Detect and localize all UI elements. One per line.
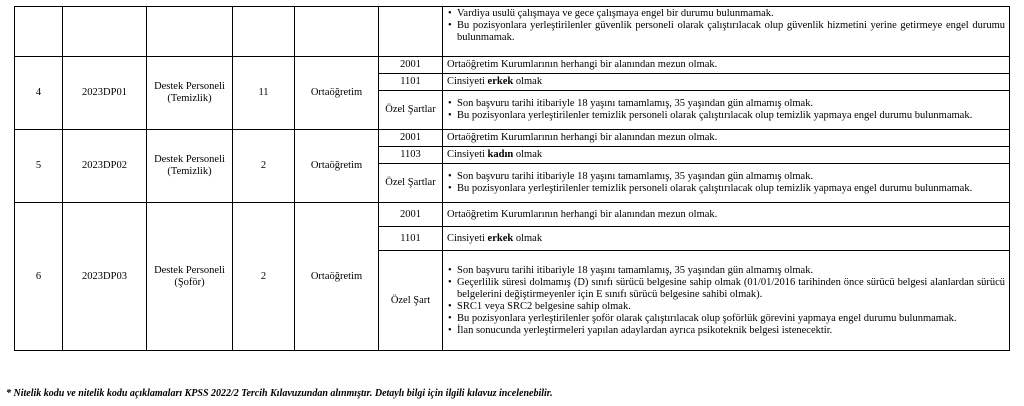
- bullet-icon: •: [448, 324, 452, 336]
- list-item: [447, 325, 1005, 337]
- list-item-text: Geçerlilik süresi dolmamış (D) sınıfı sürücü belgesine sahip olmak (01/01/2016 tarihinden önce sürücü belgesi alanlardan sürücü belgelerini değiştirmeyenler için E sınıfı sürücü belgesine sahibi olmak).: [457, 276, 1005, 300]
- row-number: 5: [15, 130, 63, 203]
- position-count: 11: [233, 57, 295, 130]
- special-conditions-label: Özel Şartlar: [379, 164, 443, 203]
- list-item: [447, 171, 1005, 183]
- table-row: [15, 130, 1010, 147]
- bullet-icon: •: [448, 98, 452, 109]
- list-item: [447, 8, 1005, 20]
- requirements-table-wrapper: [14, 6, 1010, 351]
- bullet-icon: •: [448, 171, 452, 182]
- special-conditions-label: Özel Şartlar: [379, 91, 443, 130]
- qualification-code: 2001: [379, 203, 443, 227]
- bullet-list: [447, 265, 1005, 337]
- position-title: Destek Personeli (Temizlik): [147, 57, 233, 130]
- bullet-icon: •: [448, 8, 452, 19]
- table-row: [15, 57, 1010, 74]
- education-level: Ortaöğretim: [295, 203, 379, 351]
- row-number: 6: [15, 203, 63, 351]
- bullet-list: [447, 98, 1005, 122]
- row-number: 4: [15, 57, 63, 130]
- list-item-text: Bu pozisyonlara yerleştirilenler temizlik personeli olarak çalıştırılacak olup temizlik yapmaya engel durumu bulunmamak.: [457, 110, 973, 121]
- bullet-icon: •: [448, 300, 452, 312]
- position-count: 2: [233, 130, 295, 203]
- list-item: [447, 183, 1005, 195]
- gender-requirement: Cinsiyeti kadın olmak: [443, 147, 1010, 164]
- list-item: [447, 301, 1005, 313]
- position-code: 2023DP03: [63, 203, 147, 351]
- position-title: Destek Personeli (Temizlik): [147, 130, 233, 203]
- gender-requirement: Cinsiyeti erkek olmak: [443, 74, 1010, 91]
- list-item-text: İlan sonucunda yerleştirmeleri yapılan adaylardan ayrıca psikoteknik belgesi istenecektir.: [457, 324, 833, 336]
- education-level: Ortaöğretim: [295, 130, 379, 203]
- table-row: [15, 203, 1010, 227]
- list-item-text: Son başvuru tarihi itibariyle 18 yaşını tamamlamış, 35 yaşından gün almamış olmak.: [457, 98, 814, 109]
- list-item-text: Bu pozisyonlara yerleştirilenler temizlik personeli olarak çalıştırılacak olup temizlik yapmaya engel durumu bulunmamak.: [457, 183, 973, 194]
- bullet-icon: •: [448, 110, 452, 121]
- qualification-code: 1101: [379, 74, 443, 91]
- list-item-text: Vardiya usulü çalışmaya ve gece çalışmaya engel bir durumu bulunmamak.: [457, 8, 774, 19]
- bullet-icon: •: [448, 264, 452, 276]
- list-item-text: Bu pozisyonlara yerleştirilenler güvenlik personeli olarak çalıştırılacak olup güvenlik hizmetini yerine getirmeye engel durumu bulunmamak.: [457, 20, 1005, 43]
- position-title: Destek Personeli (Şoför): [147, 203, 233, 351]
- list-item: [447, 265, 1005, 277]
- bullet-icon: •: [448, 312, 452, 324]
- qualification-code: 1101: [379, 227, 443, 251]
- list-item: [447, 277, 1005, 301]
- list-item-text: Bu pozisyonlara yerleştirilenler şoför olarak çalıştırılacak olup şoförlük görevini yapmaya engel durumu bulunmamak.: [457, 312, 957, 324]
- special-conditions-label: Özel Şart: [379, 251, 443, 351]
- bullet-list: [447, 8, 1005, 44]
- position-code: 2023DP02: [63, 130, 147, 203]
- qualification-code: 2001: [379, 130, 443, 147]
- list-item: [447, 98, 1005, 110]
- bullet-icon: •: [448, 276, 452, 288]
- footnote: * Nitelik kodu ve nitelik kodu açıklamaları KPSS 2022/2 Tercih Kılavuzundan alınmıştır. Detaylı bilgi için ilgili kılavuz incelenebilir.: [6, 388, 553, 399]
- qualification-text: Ortaöğretim Kurumlarının herhangi bir alanından mezun olmak.: [443, 57, 1010, 74]
- list-item: [447, 110, 1005, 122]
- bullet-list: [447, 171, 1005, 195]
- requirements-table: [14, 6, 1010, 351]
- special-conditions-cell: [443, 251, 1010, 351]
- qualification-text: Ortaöğretim Kurumlarının herhangi bir alanından mezun olmak.: [443, 130, 1010, 147]
- bullet-icon: •: [448, 20, 452, 31]
- list-item-text: Son başvuru tarihi itibariyle 18 yaşını tamamlamış, 35 yaşından gün almamış olmak.: [457, 264, 814, 276]
- special-conditions-cell: [443, 7, 1010, 57]
- position-count: 2: [233, 203, 295, 351]
- special-conditions-cell: [443, 91, 1010, 130]
- special-conditions-cell: [443, 164, 1010, 203]
- education-level: Ortaöğretim: [295, 57, 379, 130]
- list-item-text: SRC1 veya SRC2 belgesine sahip olmak.: [457, 300, 631, 312]
- list-item-text: Son başvuru tarihi itibariyle 18 yaşını tamamlamış, 35 yaşından gün almamış olmak.: [457, 171, 814, 182]
- list-item: [447, 313, 1005, 325]
- table-row: [15, 7, 1010, 57]
- qualification-code: 1103: [379, 147, 443, 164]
- position-code: 2023DP01: [63, 57, 147, 130]
- list-item: [447, 20, 1005, 44]
- gender-requirement: Cinsiyeti erkek olmak: [443, 227, 1010, 251]
- qualification-text: Ortaöğretim Kurumlarının herhangi bir alanından mezun olmak.: [443, 203, 1010, 227]
- bullet-icon: •: [448, 183, 452, 194]
- qualification-code: 2001: [379, 57, 443, 74]
